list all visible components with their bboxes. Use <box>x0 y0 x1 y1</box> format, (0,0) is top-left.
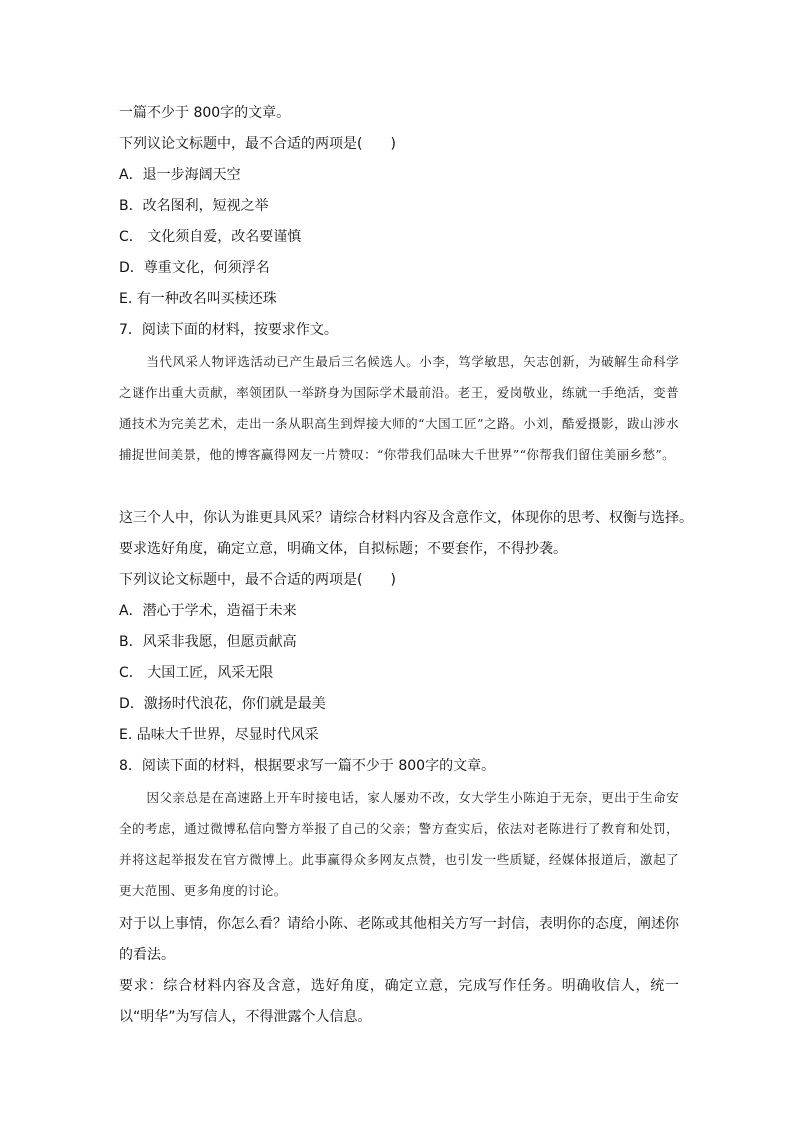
option-c-2: C． 大国工匠，风采无限 <box>119 665 274 681</box>
option-b-2: B．风采非我愿，但愿贡献高 <box>119 634 297 650</box>
question-prompt-1: 下列议论文标题中，最不合适的两项是( ) <box>119 136 396 152</box>
material-7: 当代风采人物评选活动已产生最后三名候选人。小李，笃学敏思，矢志创新，为破解生命科学之谜作出重大贡献，率领团队一举跻身为国际学术最前沿。老王，爱岗敬业，练就一手绝活，变普通技术为完美艺术，走出一条从职高生到焊接大师的“大国工匠”之路。小刘，酷爱摄影，跋山涉水捕捉世间美景，他的博客赢得网友一片赞叹：“你带我们品味大千世界”“你帮我们留住美丽乡愁”。 <box>119 354 679 462</box>
material-8: 因父亲总是在高速路上开车时接电话，家人屡劝不改，女大学生小陈迫于无奈，更出于生命安全的考虑，通过微博私信向警方举报了自己的父亲；警方查实后，依法对老陈进行了教育和处罚，并将这起举报发在官方微博上。此事赢得众多网友点赞，也引发一些质疑，经媒体报道后，激起了更大范围、更多角度的讨论。 <box>119 790 679 898</box>
essay-length-requirement: 一篇不少于 800字的文章。 <box>119 105 291 121</box>
option-c-1: C． 文化须自爱，改名要谨慎 <box>119 229 302 245</box>
question-8-instruction: 对于以上事情，你怎么看？请给小陈、老陈或其他相关方写一封信，表明你的态度，阐述你的看法。 <box>119 916 679 963</box>
option-d-1: D．尊重文化，何须浮名 <box>119 260 270 276</box>
option-e-2: E. 品味大千世界，尽显时代风采 <box>119 727 319 743</box>
question-7-instruction: 这三个人中，你认为谁更具风采？请综合材料内容及含意作文，体现你的思考、权衡与选择。 <box>119 510 693 526</box>
question-prompt-2: 下列议论文标题中，最不合适的两项是( ) <box>119 572 396 588</box>
question-7-heading: 7．阅读下面的材料，按要求作文。 <box>119 322 338 338</box>
option-a-1: A．退一步海阔天空 <box>119 167 241 183</box>
question-8-heading: 8．阅读下面的材料，根据要求写一篇不少于 800字的文章。 <box>119 758 496 774</box>
option-a-2: A．潜心于学术，造福于未来 <box>119 603 297 619</box>
option-e-1: E. 有一种改名叫买椟还珠 <box>119 291 277 307</box>
question-7-requirements: 要求选好角度，确定立意，明确文体，自拟标题；不要套作，不得抄袭。 <box>119 541 567 557</box>
option-b-1: B．改名图利，短视之举 <box>119 198 269 214</box>
question-8-requirements: 要求：综合材料内容及含意，选好角度，确定立意，完成写作任务。明确收信人，统一以“明华”为写信人，不得泄露个人信息。 <box>119 978 679 1025</box>
option-d-2: D．激扬时代浪花，你们就是最美 <box>119 696 326 712</box>
